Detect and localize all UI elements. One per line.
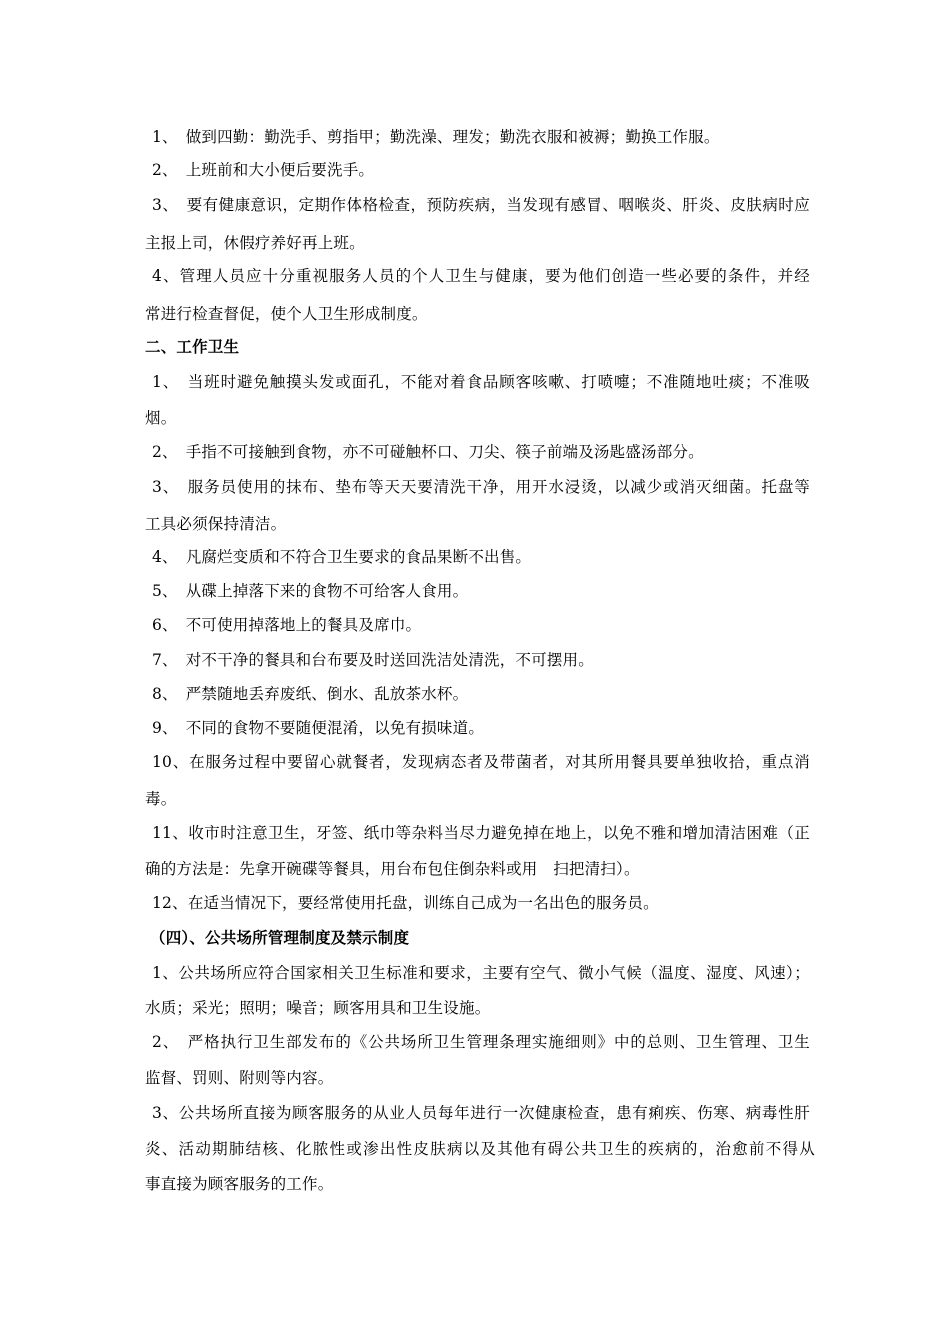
section-heading-public-places: （四）、公共场所管理制度及禁示制度 [150, 929, 410, 947]
work-item-1-line1: 1、 当班时避免触摸头发或面孔，不能对着食品顾客咳嗽、打喷嚏；不准随地吐痰；不准吸 [152, 373, 810, 391]
work-item-1-line2: 烟。 [145, 409, 177, 427]
public-item-1-line2: 水质；采光；照明；噪音；顾客用具和卫生设施。 [145, 999, 491, 1017]
work-item-6: 6、 不可使用掉落地上的餐具及席巾。 [152, 616, 422, 634]
public-item-1-line1: 1、公共场所应符合国家相关卫生标准和要求，主要有空气、微小气候（温度、湿度、风速）； [152, 964, 810, 982]
work-item-11-line1: 11、收市时注意卫生，牙签、纸巾等杂料当尽力避免掉在地上，以免不雅和增加清洁困难（正 [152, 824, 810, 842]
hygiene-item-4-line2: 常进行检查督促，使个人卫生形成制度。 [145, 305, 428, 323]
work-item-7: 7、 对不干净的餐具和台布要及时送回洗洁处清洗，不可摆用。 [152, 651, 594, 669]
hygiene-item-4-line1: 4、管理人员应十分重视服务人员的个人卫生与健康，要为他们创造一些必要的条件，并经 [152, 267, 810, 285]
work-item-9: 9、 不同的食物不要随便混淆，以免有损味道。 [152, 719, 485, 737]
work-item-2: 2、 手指不可接触到食物，亦不可碰触杯口、刀尖、筷子前端及汤匙盛汤部分。 [152, 443, 704, 461]
work-item-12: 12、在适当情况下，要经常使用托盘，训练自己成为一名出色的服务员。 [152, 894, 659, 912]
hygiene-item-1: 1、 做到四勤：勤洗手、剪指甲；勤洗澡、理发；勤洗衣服和被褥；勤换工作服。 [152, 128, 720, 146]
work-item-4: 4、 凡腐烂变质和不符合卫生要求的食品果断不出售。 [152, 548, 532, 566]
work-item-3-line1: 3、 服务员使用的抹布、垫布等天天要清洗干净，用开水浸烫，以减少或消灭细菌。托盘等 [152, 478, 810, 496]
public-item-2-line1: 2、 严格执行卫生部发布的《公共场所卫生管理条理实施细则》中的总则、卫生管理、卫生 [152, 1033, 810, 1051]
work-item-11-line2: 确的方法是：先拿开碗碟等餐具，用台布包住倒杂料或用 扫把清扫）。 [145, 860, 640, 878]
section-heading-work-hygiene: 二、工作卫生 [145, 338, 240, 356]
hygiene-item-3-line2: 主报上司，休假疗养好再上班。 [145, 234, 365, 252]
work-item-8: 8、 严禁随地丢弃废纸、倒水、乱放茶水杯。 [152, 685, 469, 703]
public-item-2-line2: 监督、罚则、附则等内容。 [145, 1069, 334, 1087]
public-item-3-line1: 3、公共场所直接为顾客服务的从业人员每年进行一次健康检查，患有痢疾、伤寒、病毒性肝 [152, 1104, 810, 1122]
work-item-5: 5、 从碟上掉落下来的食物不可给客人食用。 [152, 582, 469, 600]
work-item-3-line2: 工具必须保持清洁。 [145, 515, 287, 533]
hygiene-item-2: 2、 上班前和大小便后要洗手。 [152, 161, 375, 179]
hygiene-item-3-line1: 3、 要有健康意识，定期作体格检查，预防疾病，当发现有感冒、咽喉炎、肝炎、皮肤病时应 [152, 196, 810, 214]
public-item-3-line2: 炎、活动期肺结核、化脓性或渗出性皮肤病以及其他有碍公共卫生的疾病的，治愈前不得从 [145, 1140, 815, 1158]
work-item-10-line2: 毒。 [145, 790, 177, 808]
work-item-10-line1: 10、在服务过程中要留心就餐者，发现病态者及带菌者，对其所用餐具要单独收拾，重点消 [152, 753, 810, 771]
public-item-3-line3: 事直接为顾客服务的工作。 [145, 1175, 334, 1193]
